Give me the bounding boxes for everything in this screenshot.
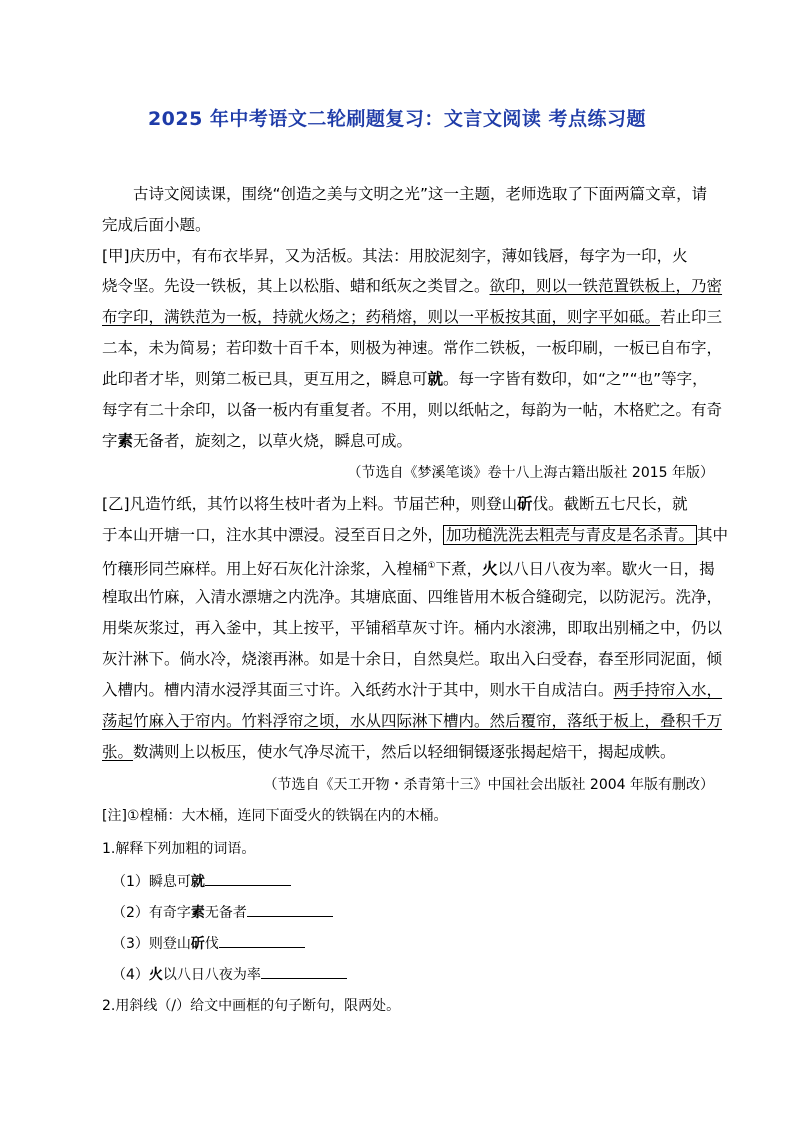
question-1-item — [112, 902, 333, 923]
yi-text: 入槽内。槽内清水浸浮其面三寸许。入纸药水汁于其中，则水干自成洁白。 — [102, 681, 614, 699]
yi-line-3 — [102, 556, 715, 579]
jia-text: 二本，未为简易；若印数十百千本，则极为神速。常作二铁板，一板印刷，一板已自布字， — [102, 339, 723, 357]
jia-line-2 — [102, 276, 722, 296]
bold-word: 就 — [190, 874, 205, 890]
question-1-item — [112, 933, 305, 954]
intro-line-2: 完成后面小题。 — [102, 216, 211, 234]
jia-line-7 — [102, 431, 412, 451]
item-text: 有奇字 — [148, 905, 191, 921]
jia-text: 若止印三 — [660, 308, 723, 326]
yi-line-6 — [102, 649, 722, 669]
item-text: 无备者 — [204, 905, 247, 921]
jia-text: 此印者才毕，则第二板已具，更互用之，瞬息可 — [102, 370, 428, 388]
bold-word: 斫 — [190, 936, 205, 952]
yi-text: 楻取出竹麻，入清水漂塘之内洗净。其塘底面、四维皆用木板合缝砌完，以防泥污。洗净， — [102, 588, 723, 606]
yi-text: 用柴灰浆过，再入釜中，其上按平，平铺稻草灰寸许。桶内水滚沸，即取出别桶之中，仍以 — [102, 619, 723, 637]
jia-underlined-text: 布字印，满铁范为一板，持就火炀之；药稍熔，则以一平板按其面，则字平如砥。 — [102, 308, 661, 326]
jia-text: 烧令坚。先设一铁板，其上以松脂、蜡和纸灰之类冒之。 — [102, 277, 490, 295]
answer-blank[interactable] — [219, 933, 305, 948]
jia-line-5 — [102, 369, 708, 389]
footnote: [注]①楻桶：大木桶，连同下面受火的铁锅在内的木桶。 — [102, 808, 448, 824]
question-2-stem: 2.用斜线（/）给文中画框的句子断句，限两处。 — [102, 998, 401, 1014]
yi-line-1 — [102, 494, 688, 514]
yi-line-5 — [102, 618, 722, 638]
yi-text: 以八日八夜为率。歇火一日，揭 — [497, 560, 715, 579]
yi-text: 其中 — [697, 526, 729, 544]
yi-line-4 — [102, 587, 722, 607]
yi-underlined-text: 两手持帘入水， — [613, 681, 723, 699]
jia-line-3 — [102, 307, 722, 327]
item-number: （2） — [112, 905, 149, 921]
bold-word: 斫 — [517, 495, 533, 513]
bold-word: 素 — [117, 432, 134, 450]
jia-line-4 — [102, 338, 722, 358]
yi-line-8 — [102, 711, 722, 731]
page-title: 2025 年中考语文二轮刷题复习：文言文阅读 考点练习题 — [147, 108, 647, 130]
bold-word: 火 — [482, 560, 498, 579]
item-text: 则登山 — [148, 936, 191, 952]
jia-line-1 — [102, 246, 688, 266]
yi-text: 伐。截断五七尺长，就 — [532, 495, 688, 513]
question-1-item — [112, 871, 291, 892]
yi-underlined-text: 张。 — [102, 743, 134, 761]
yi-source: （节选自《天工开物・杀青第十三》中国社会出版社 2004 年版有删改） — [263, 777, 714, 793]
question-1-stem: 1.解释下列加粗的词语。 — [102, 841, 256, 857]
question-1-item — [112, 964, 347, 985]
jia-underlined-text: 欲印，则以一铁范置铁板上，乃密 — [489, 277, 723, 295]
jia-text: 字 — [102, 432, 118, 450]
yi-text: 于本山开塘一口，注水其中漂浸。浸至百日之外， — [102, 526, 444, 544]
jia-text: 。每一字皆有数印，如“之”“也”等字， — [443, 370, 708, 388]
yi-line-7 — [102, 680, 722, 700]
boxed-sentence: 加功槌洗洗去粗壳与青皮是名杀青。 — [443, 525, 697, 545]
answer-blank[interactable] — [247, 902, 333, 917]
bold-word: 素 — [190, 905, 205, 921]
yi-line-2 — [102, 525, 728, 545]
yi-text: [乙]凡造竹纸，其竹以将生枝叶者为上料。节届芒种，则登山 — [102, 495, 518, 513]
jia-source: （节选自《梦溪笔谈》卷十八上海古籍出版社 2015 年版） — [347, 465, 714, 481]
yi-underlined-text: 荡起竹麻入于帘内。竹料浮帘之顷，水从四际淋下槽内。然后覆帘，落纸于板上，叠积千万 — [102, 712, 723, 730]
footnote-marker: ① — [427, 561, 436, 571]
yi-text: 灰汁淋下。倘水冷，烧滚再淋。如是十余日，自然臭烂。取出入臼受舂，舂至形同泥面，倾 — [102, 650, 723, 668]
item-text: 伐 — [204, 936, 219, 952]
yi-text: 竹穰形同苎麻样。用上好石灰化汁涂浆，入楻桶 — [102, 560, 428, 579]
yi-line-9 — [102, 742, 676, 762]
answer-blank[interactable] — [205, 871, 291, 886]
answer-blank[interactable] — [261, 964, 347, 979]
bold-word: 就 — [427, 370, 444, 388]
jia-text: 每字有二十余印，以备一板内有重复者。不用，则以纸帖之，每韵为一帖，木格贮之。有奇 — [102, 401, 723, 419]
jia-text: [甲]庆历中，有布衣毕昇，又为活板。其法：用胶泥刻字，薄如钱唇，每字为一印，火 — [102, 247, 688, 265]
bold-word: 火 — [148, 967, 163, 983]
yi-text: 下煮， — [435, 560, 483, 579]
item-text: 瞬息可 — [148, 874, 191, 890]
intro-line-1: 古诗文阅读课，围绕“创造之美与文明之光”这一主题，老师选取了下面两篇文章，请 — [133, 185, 708, 203]
jia-line-6 — [102, 400, 722, 420]
item-text: 以八日八夜为率 — [162, 967, 261, 983]
yi-text: 数满则上以板压，使水气净尽流干，然后以轻细铜镊逐张揭起焙干，揭起成帙。 — [133, 743, 676, 761]
item-number: （3） — [112, 936, 149, 952]
item-number: （1） — [112, 874, 149, 890]
item-number: （4） — [112, 967, 149, 983]
jia-text: 无备者，旋刻之，以草火烧，瞬息可成。 — [133, 432, 413, 450]
